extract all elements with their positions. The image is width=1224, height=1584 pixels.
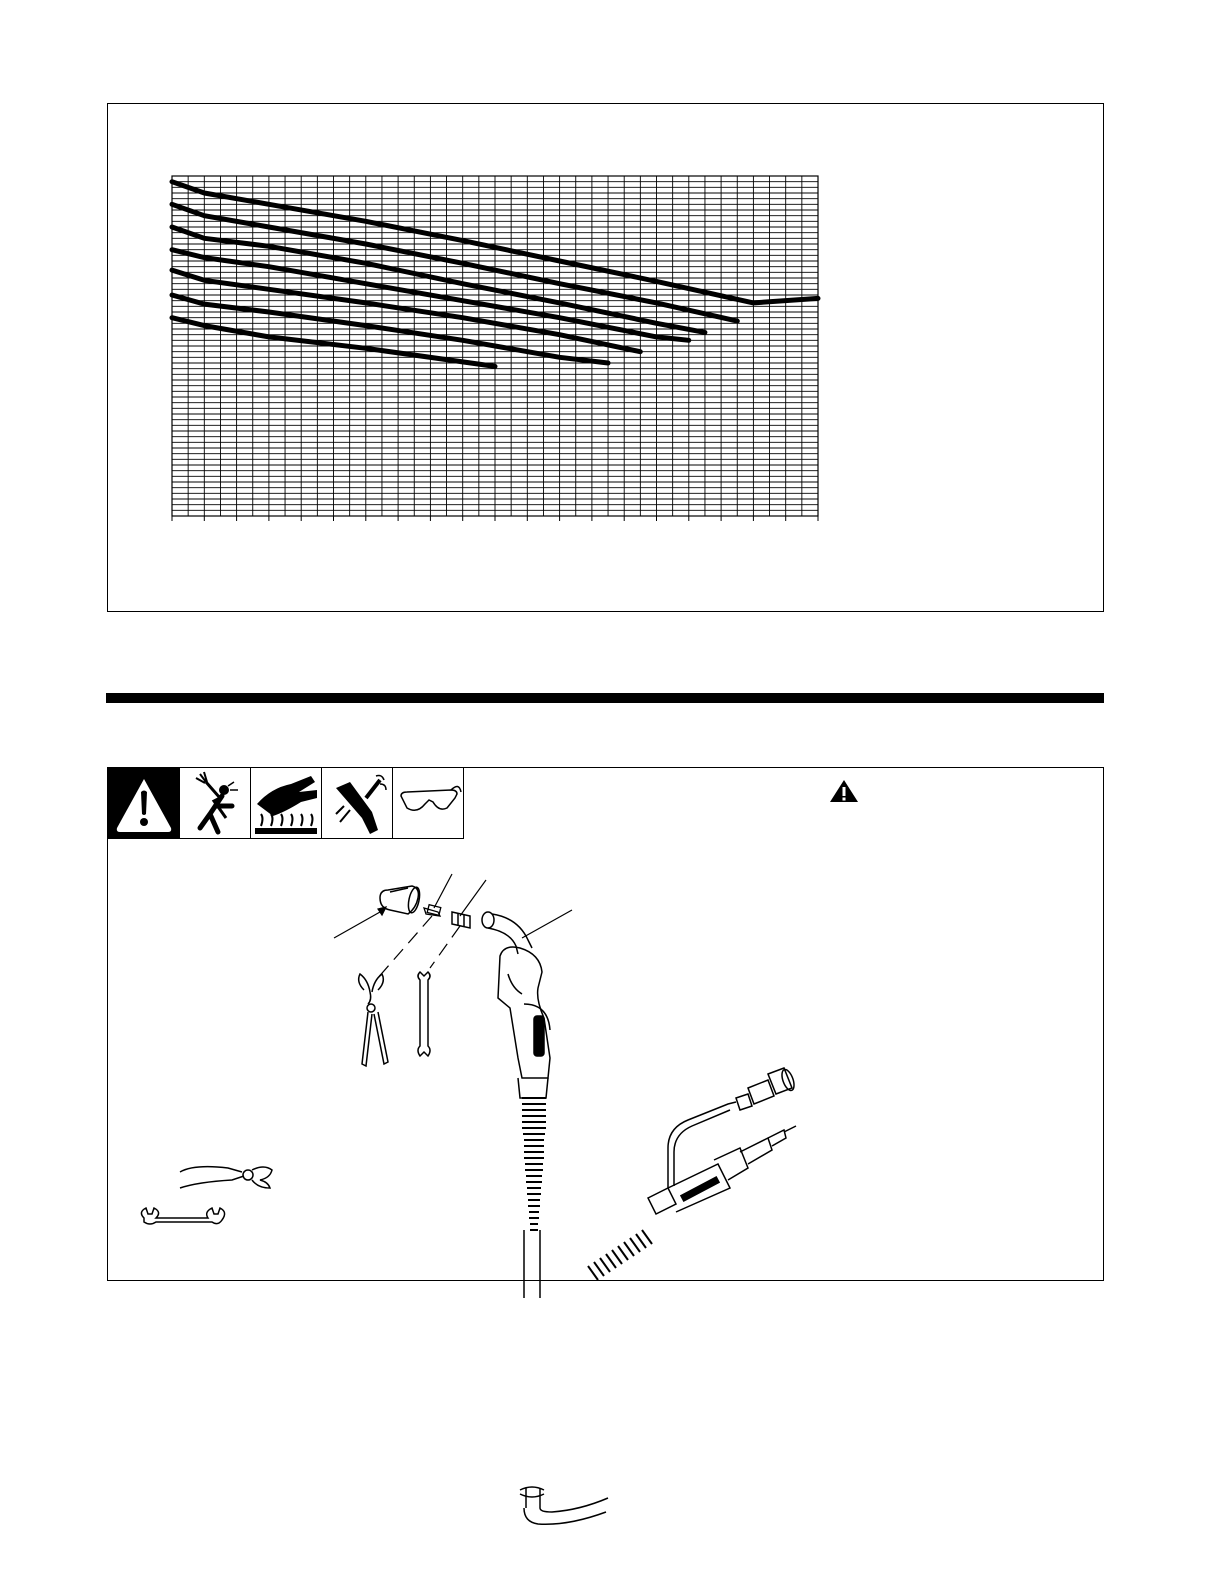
chart-panel bbox=[107, 103, 1104, 612]
service-panel bbox=[107, 767, 1104, 1281]
strain-relief-spring bbox=[522, 1098, 546, 1230]
nozzle-part bbox=[380, 886, 422, 914]
pliers-tool bbox=[359, 974, 388, 1066]
power-pin-connector bbox=[648, 1126, 796, 1214]
wrench-tool bbox=[418, 972, 430, 1056]
wrench-tool-small bbox=[141, 1208, 224, 1224]
cable-end-spring bbox=[588, 1230, 652, 1280]
caution-triangle-icon bbox=[830, 780, 858, 802]
contact-tip-part bbox=[424, 905, 441, 916]
tool-guide-lines bbox=[376, 916, 460, 980]
trigger-control-plug bbox=[668, 1068, 796, 1188]
gun-body bbox=[482, 912, 550, 1098]
illustration-layer bbox=[108, 768, 1105, 1282]
series-line-curve-3 bbox=[172, 227, 705, 332]
callout-leaders bbox=[334, 874, 572, 938]
line-chart bbox=[108, 104, 1105, 613]
section-divider-bar bbox=[106, 693, 1104, 703]
pliers-tool-small bbox=[180, 1167, 272, 1188]
